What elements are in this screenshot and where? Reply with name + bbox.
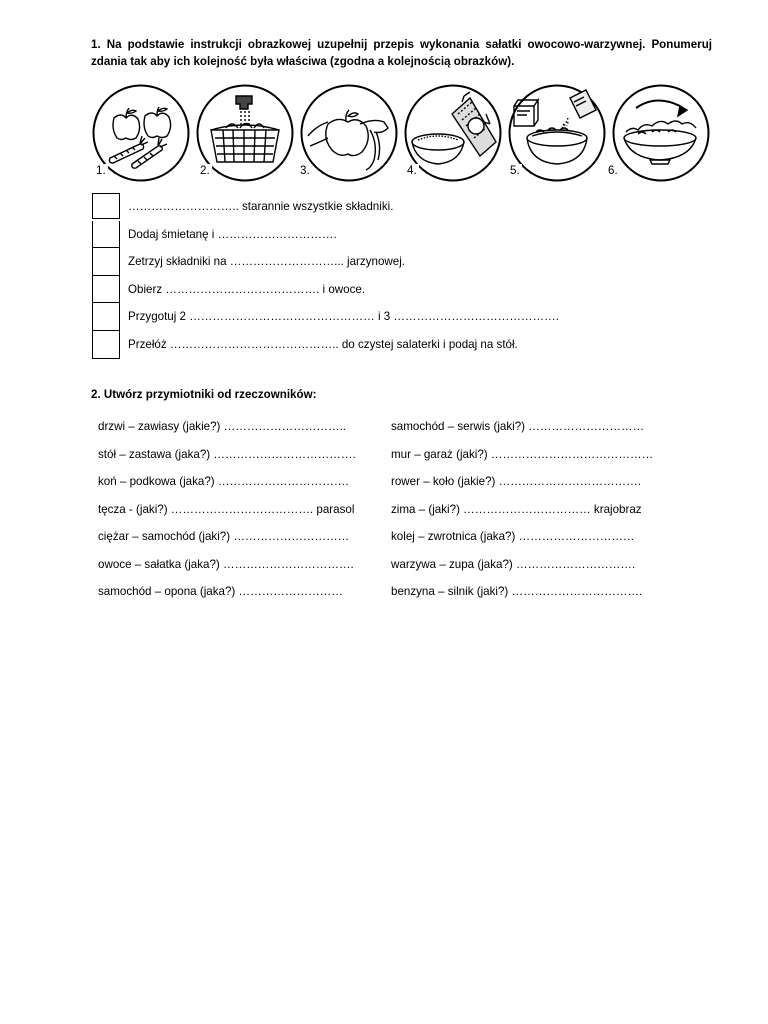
picture-number: 1. [96, 164, 106, 177]
adjective-exercise-item: warzywa – zupa (jaka?) …………………………. [391, 557, 636, 571]
sentence-row [92, 193, 652, 221]
picture-number: 4. [407, 164, 417, 177]
adjective-exercise-item: zima – (jaki?) …………………………… krajobraz [391, 502, 642, 516]
picture-instructions [92, 84, 714, 184]
sentence-row [92, 221, 652, 249]
adjective-list-left [98, 420, 356, 613]
picture-number: 5. [510, 164, 520, 177]
adjective-exercise-item: mur – garaż (jaki?) …………………………………… [391, 447, 654, 461]
order-number-box[interactable] [92, 276, 120, 304]
adjective-exercise-item: koń – podkowa (jaka?) ……………………………. [98, 475, 349, 488]
adjective-exercise-item: stół – zastawa (jaka?) ………………………………. [98, 447, 356, 461]
adjective-exercise-item: owoce – sałatka (jaka?) ……………………………. [98, 557, 354, 571]
sentence-text: ……………………….. starannie wszystkie składniki. [128, 200, 394, 213]
sentence-row [92, 248, 652, 276]
adjective-exercise-item: tęcza - (jaki?) ………………………………. parasol [98, 502, 355, 516]
picture-number: 3. [300, 164, 310, 177]
adjective-exercise-item: samochód – opona (jaka?) ……………………… [98, 585, 343, 598]
adjective-exercise-item: benzyna – silnik (jaki?) ……………………………. [391, 585, 643, 598]
cream-bowl-icon [508, 84, 606, 182]
adjective-exercise-item: ciężar – samochód (jaki?) ………………………… [98, 530, 350, 543]
sentence-text: Dodaj śmietanę i …………………………. [128, 227, 337, 241]
order-number-box[interactable] [92, 331, 120, 359]
picture-number: 6. [608, 164, 618, 177]
adjective-exercise-item: samochód – serwis (jaki?) ………………………… [391, 420, 645, 433]
sentence-text: Przygotuj 2 ………………………………………… i 3 ……………………………………. [128, 310, 559, 324]
transfer-bowl-icon [612, 84, 710, 182]
task2-title: 2. Utwórz przymiotniki od rzeczowników: [91, 388, 317, 401]
order-number-box[interactable] [92, 221, 120, 249]
adjective-exercise-item: kolej – zwrotnica (jaka?) ………………………… [391, 530, 635, 543]
sentence-order-list [92, 193, 652, 359]
picture-number: 2. [200, 164, 210, 177]
adjective-exercise-item: rower – koło (jakie?) ………………………………. [391, 475, 641, 488]
adjective-list-right [391, 420, 653, 613]
sentence-text: Przełóż …………………………………….. do czystej salaterki i podaj na stół. [128, 337, 518, 351]
order-number-box[interactable] [92, 303, 120, 331]
sentence-text: Obierz …………………………………. i owoce. [128, 282, 366, 296]
sentence-row [92, 303, 652, 331]
peeling-apple-icon [300, 84, 398, 182]
task1-title: 1. Na podstawie instrukcji obrazkowej uzupełnij przepis wykonania sałatki owocowo-warzywnej. Ponumeruj zdania tak aby ich kolejność była właściwa (zgodna a kolejnością obrazków). [91, 38, 712, 68]
sentence-text: Zetrzyj składniki na ………………………... jarzynowej. [128, 255, 406, 269]
sentence-row [92, 276, 652, 304]
order-number-box[interactable] [92, 248, 120, 276]
adjective-exercise-item: drzwi – zawiasy (jakie?) ………………………….. [98, 420, 347, 433]
grater-bowl-icon [404, 84, 502, 182]
order-number-box[interactable] [92, 193, 120, 219]
sentence-row [92, 331, 652, 359]
